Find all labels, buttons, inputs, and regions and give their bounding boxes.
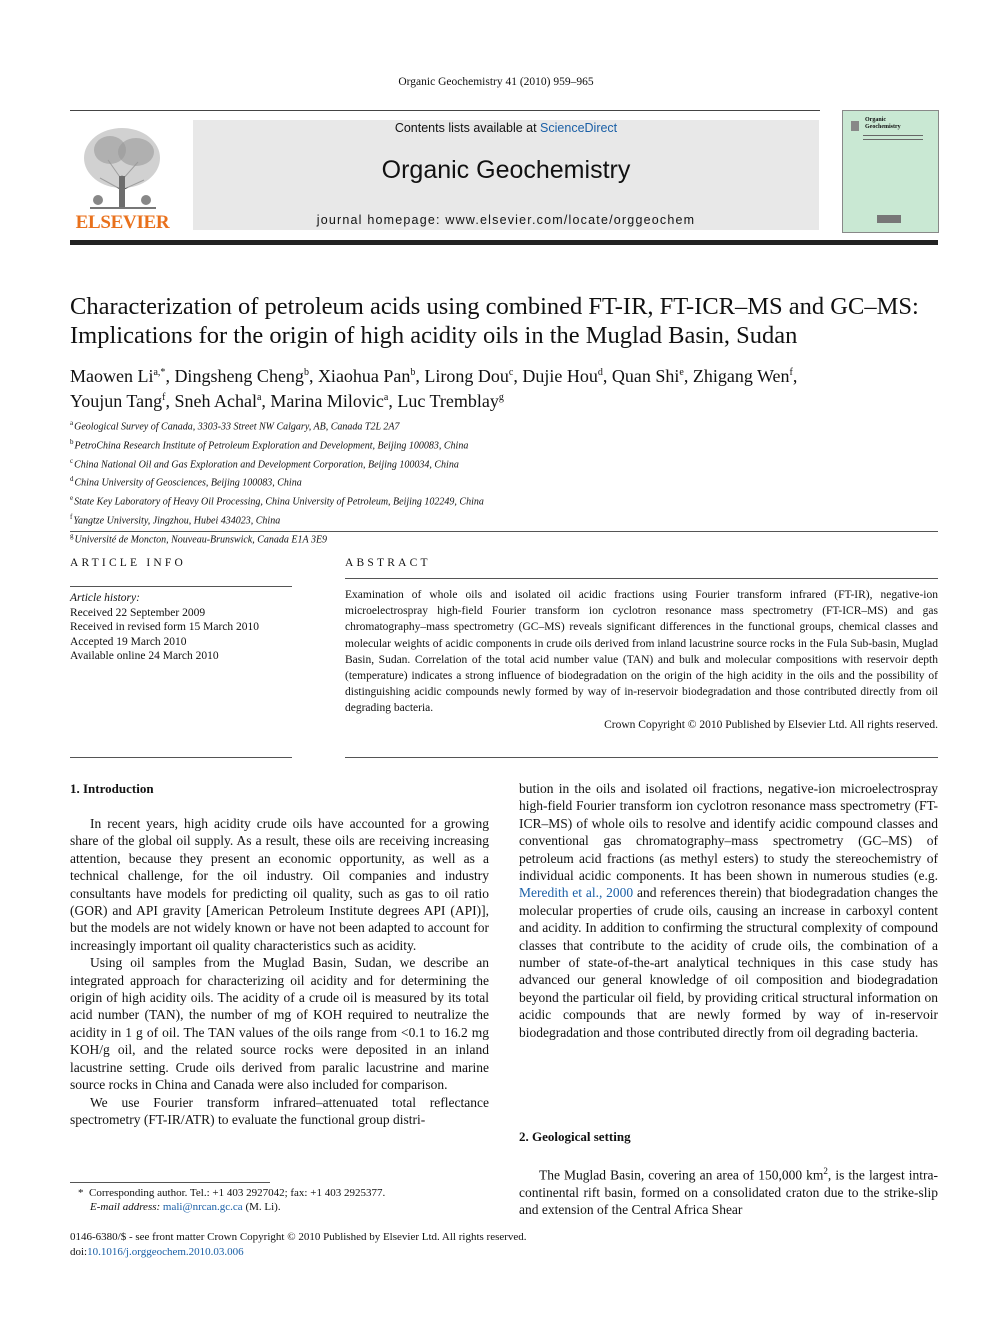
author-sup: c: [508, 367, 514, 378]
author-sup: a,*: [153, 367, 166, 378]
abstract-bottom-rule: [345, 757, 938, 758]
author-email-link[interactable]: mali@nrcan.gc.ca: [162, 1201, 243, 1213]
corresponding-author-footnote: * Corresponding author. Tel.: +1 403 2927042; fax: +1 403 2925377. E-mail address: mali@nrcan.gc.ca (M. Li).: [78, 1187, 386, 1213]
journal-citation: Organic Geochemistry 41 (2010) 959–965: [398, 76, 594, 88]
footnote-rule: [70, 1182, 270, 1183]
geology-text: [519, 1163, 938, 1219]
journal-name: Organic Geochemistry: [381, 156, 631, 184]
masthead-top-rule: [70, 110, 820, 111]
author[interactable]: Xiaohua Pan: [317, 366, 411, 386]
intro-paragraph-3-continued: bution in the oils and isolated oil fractions, negative-ion microelectrospray high-field Fourier transform ion cyclotron resonance mass spectrometry (FT-ICR–MS) of whole oils to resolve and identify acidic compound classes and conventional gas chromatography–mass spectrometry (GC–MS) of petroleum acid fractions (as methyl esters) to study the stereochemistry of individual acidic components. It has been shown in numerous studies (e.g. Meredith et al., 2000 and references therein) that biodegradation changes the molecular properties of crude oils, causing an increase in carboxyl content and acidity. In addition to confirming the structural complexity of compound classes that contribute to the acidity of crude oils, the combination of a number of state-of-the-art analytical techniques in this case study has advanced our general knowledge of oil composition and biodegradation beyond the particular oil field, by providing critical structural information on acidic compounds that are newly formed by way of in-reservoir biodegradation and those contributed directly from oil degrading bacteria.: [519, 781, 938, 1040]
article-info-heading: ARTICLE INFO: [70, 557, 186, 569]
contents-line: [193, 121, 819, 135]
author-sup: g: [498, 392, 504, 403]
affiliation: $^b$PetroChina Research Institute of Petroleum Exploration and Development, Beijing 100083, China: [70, 437, 469, 452]
affiliation: $^a$Geological Survey of Canada, 3303-33 Street NW Calgary, AB, Canada T2L 2A7: [70, 419, 400, 433]
affiliation: $^e$State Key Laboratory of Heavy Oil Processing, China University of Petroleum, Beijing 102249, China: [70, 494, 484, 508]
abstract-copyright: Crown Copyright © 2010 Published by Elsevier Ltd. All rights reserved.: [604, 718, 938, 731]
publisher-name: ELSEVIER: [75, 212, 170, 233]
left-column: [70, 815, 489, 1128]
sciencedirect-link[interactable]: ScienceDirect: [540, 121, 618, 135]
intro-paragraph-2: Using oil samples from the Muglad Basin, Sudan, we describe an integrated approach for characterizing oil acidity and for determining the origin of high acidity oils. The acidity of a crude oil is measured by its total acid number (TAN), the number of mg of KOH required to neutralize the acidity in 1 g of oil. The TAN values of the oils range from <0.1 to 16.2 mg KOH/g oil, and the related source rocks were deposited in an inland lacustrine setting. Crude oils derived from paralic lacustrine and marine source rocks in China and Canada were also included for comparison.: [70, 955, 489, 1093]
author-sup: b: [410, 367, 416, 378]
doi-link[interactable]: 10.1016/j.orggeochem.2010.03.006: [87, 1245, 244, 1258]
geological-setting-heading: 2. Geological setting: [519, 1129, 631, 1144]
introduction-heading: 1. Introduction: [70, 781, 154, 796]
cover-title: Organic Geochemistry: [865, 117, 901, 130]
author[interactable]: Marina Milovic: [270, 391, 384, 411]
author-sup: f: [162, 392, 166, 403]
article-history: [70, 591, 310, 664]
abstract-rule: [345, 578, 938, 579]
affiliation-list: [70, 416, 940, 548]
history-revised: Received in revised form 15 March 2010: [70, 621, 260, 633]
intro-paragraph-1: In recent years, high acidity crude oils have accounted for a growing share of the global oil supply. As a result, these oils are receiving increasing attention, because they present an economic opportunity, as well as a technical challenge, for the oil industry. Oil companies and industry consultants have models for predicting oil quality, such as gas to oil ratio (GOR) and API gravity [American Petroleum Institute degrees API (API)], but the models are not widely known or have not been adapted to account for increasingly important oil quality characteristics such as acidity.: [70, 816, 489, 953]
author-list: Maowen $Li^{a,*}$, Dingsheng Cheng$^b$, Xiaohua Pan$^b$, Lirong Dou$^c$, Dujie Hou$^d$, Quan Shi$^e$, Zhigang Wen$^f$, Youjun Tang$^f$, Sneh Achal$^a$, Marina Milovic$^a$, Luc Tremblay$^g$: [70, 366, 798, 411]
author[interactable]: Maowen Li: [70, 366, 154, 386]
author[interactable]: Zhigang Wen: [692, 366, 790, 386]
issn-line: 0146-6380/$ - see front matter Crown Copyright © 2010 Published by Elsevier Ltd. All rights reserved.: [70, 1231, 527, 1243]
journal-homepage[interactable]: journal homepage: www.elsevier.com/locate/orggeochem: [316, 213, 696, 227]
article-title: [70, 292, 950, 350]
section-divider: [70, 531, 938, 532]
author-sup: e: [679, 367, 684, 378]
history-online: Available online 24 March 2010: [70, 650, 219, 662]
author[interactable]: Dingsheng Cheng: [174, 366, 304, 386]
right-column: [519, 780, 938, 1041]
article-info-bottom-rule: [70, 757, 292, 758]
author-sup: f: [789, 367, 793, 378]
history-accepted: Accepted 19 March 2010: [70, 635, 187, 648]
article-info-rule: [70, 586, 292, 587]
footnote-marker: *: [78, 1187, 84, 1199]
author[interactable]: Quan Shi: [611, 366, 680, 386]
affiliation: $^f$Yangtze University, Jingzhou, Hubei 434023, China: [70, 513, 281, 527]
abstract-text: Examination of whole oils and isolated oil acidic fractions using Fourier transform infrared (FT-IR), negative-ion microelectrospray high-field Fourier transform ion cyclotron resonance mass spectrometry (FT-ICR–MS) and gas chromatography–mass spectrometry (GC–MS) reveals significant differences in the functional groups, chemical classes and molecular weights of acidic components in crude oils derived from inland lacustrine source rocks in the Fula Sub-basin, Muglad Basin, Sudan. Correlation of the total acid number value (TAN) and bulk and molecular compositions with reservoir depth (temperature) indicates a strong influence of biodegradation on the origin of the high acidity in the oils and the possibility of distinguishing acidic compounds newly formed by way of in-reservoir biodegradation and those contributed directly from oil degrading bacteria.: [345, 589, 938, 715]
author-sup: a: [383, 392, 389, 403]
history-received: Received 22 September 2009: [70, 606, 206, 619]
title-line-1: Characterization of petroleum acids using combined FT-IR, FT-ICR–MS and GC–MS:: [70, 293, 919, 320]
author-sup: d: [597, 367, 603, 378]
title-line-2: Implications for the origin of high acidity oils in the Muglad Basin, Sudan: [70, 322, 798, 349]
geology-paragraph: The Muglad Basin, covering an area of 150,000 $km^2$, is the largest intra-continental rift basin, formed on a consolidated craton due to the strike-slip and extension of the Central Africa Shear: [519, 1166, 938, 1218]
author[interactable]: Dujie Hou: [522, 366, 598, 386]
affiliation: $^g$Université de Moncton, Nouveau-Brunswick, Canada E1A 3E9: [70, 531, 328, 546]
author[interactable]: Youjun Tang: [70, 391, 163, 411]
affiliation: $^d$China University of Geosciences, Beijing 100083, China: [70, 475, 302, 489]
author[interactable]: Luc Tremblay: [397, 391, 499, 411]
affiliation: $^c$China National Oil and Gas Exploration and Development Corporation, Beijing 100034, China: [70, 456, 459, 470]
cover-logo-icon: [851, 121, 859, 131]
contents-prefix: Contents lists available at: [394, 121, 541, 135]
author[interactable]: Lirong Dou: [424, 366, 509, 386]
author[interactable]: Sneh Achal: [174, 391, 257, 411]
intro-paragraph-3: We use Fourier transform infrared–attenuated total reflectance spectrometry (FT-IR/ATR) to evaluate the functional group distri-: [70, 1094, 489, 1127]
header-bottom-rule: [70, 240, 938, 245]
author-sup: b: [303, 367, 309, 378]
meredith-citation-link[interactable]: Meredith et al., 2000: [519, 885, 634, 901]
journal-cover-thumbnail: [842, 110, 939, 233]
copyright-footer: 0146-6380/$ - see front matter Crown Copyright © 2010 Published by Elsevier Ltd. All rights reserved. doi:10.1016/j.orggeochem.2010.03.006: [70, 1230, 670, 1259]
author-sup: a: [256, 392, 262, 403]
history-heading: Article history:: [70, 592, 140, 604]
abstract-body: [345, 587, 938, 733]
abstract-heading: ABSTRACT: [345, 557, 431, 569]
